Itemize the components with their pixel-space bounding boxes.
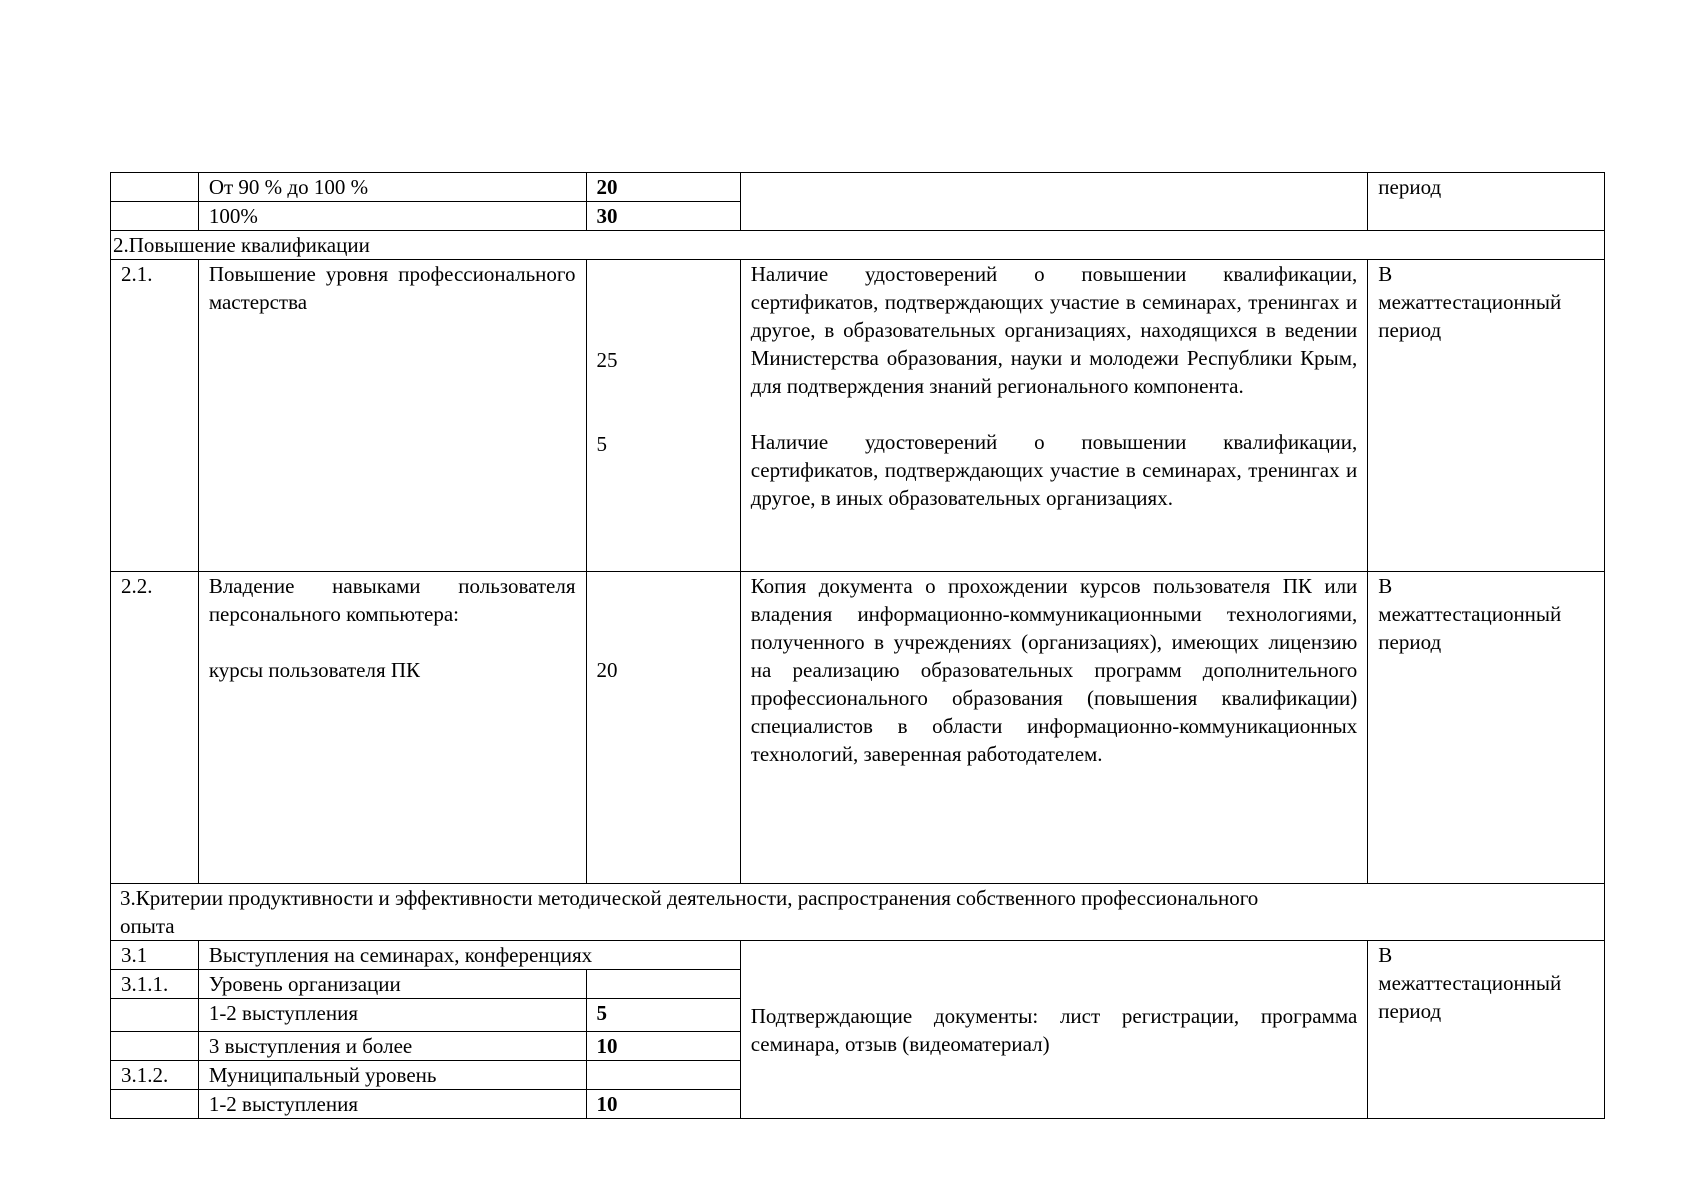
period-cell: период xyxy=(1368,173,1605,231)
number-cell: 3.1.1. xyxy=(111,970,199,999)
criterion-cell xyxy=(198,572,586,884)
section-title: 2.Повышение квалификации xyxy=(111,231,1605,260)
documents-cell xyxy=(740,572,1368,884)
points-cell xyxy=(586,970,740,999)
criterion-cell: 100% xyxy=(198,202,586,231)
points-cell: 5 xyxy=(586,999,740,1032)
section-header-row xyxy=(111,884,1605,941)
points-value-b: 5 xyxy=(596,432,607,456)
criterion-text-b: курсы пользователя ПК xyxy=(208,658,421,682)
documents-cell: Подтверждающие документы: лист регистрации, программа семинара, отзыв (видеоматериал) xyxy=(740,941,1368,1119)
criterion-cell: 1-2 выступления xyxy=(198,999,586,1032)
criterion-cell: Уровень организации xyxy=(198,970,586,999)
number-cell xyxy=(111,999,199,1032)
document-requirement-a: Наличие удостоверений о повышении квалификации, сертификатов, подтверждающих участие в семинарах, тренингах и другое, в образовательных организациях, находящихся в ведении Министерства образования, науки и молодежи Республики Крым, для подтверждения знаний регионального компонента. xyxy=(750,262,1358,398)
points-cell xyxy=(586,260,740,572)
points-cell xyxy=(586,572,740,884)
criterion-cell: Повышение уровня профессионального мастерства xyxy=(198,260,586,572)
period-cell xyxy=(1368,260,1605,572)
table-row xyxy=(111,941,1605,970)
period-line2: межаттестационный период xyxy=(1378,971,1562,1023)
points-cell: 20 xyxy=(586,173,740,202)
criterion-cell: От 90 % до 100 % xyxy=(198,173,586,202)
points-cell: 10 xyxy=(586,1032,740,1061)
points-cell: 10 xyxy=(586,1090,740,1119)
table-row xyxy=(111,260,1605,572)
points-cell: 30 xyxy=(586,202,740,231)
period-line1: В xyxy=(1378,943,1393,967)
document-requirement: Копия документа о прохождении курсов пользователя ПК или владения информационно-коммуникационными технологиями, полученного в учреждениях (организациях), имеющих лицензию на реализацию образовательных программ дополнительного профессионального образования (повышения квалификации) специалистов в области информационно-коммуникационных технологий, заверенная работодателем. xyxy=(750,574,1358,766)
number-cell xyxy=(111,173,199,202)
documents-cell xyxy=(740,260,1368,572)
criterion-cell: Выступления на семинарах, конференциях xyxy=(198,941,740,970)
number-cell: 2.1. xyxy=(111,260,199,572)
documents-cell xyxy=(740,173,1368,231)
number-cell: 2.2. xyxy=(111,572,199,884)
criterion-cell: Муниципальный уровень xyxy=(198,1061,586,1090)
criterion-cell: 3 выступления и более xyxy=(198,1032,586,1061)
period-line1: В xyxy=(1378,262,1393,286)
period-line2: межаттестационный период xyxy=(1378,290,1562,342)
points-value-a: 25 xyxy=(596,348,618,372)
period-line1: В xyxy=(1378,574,1393,598)
criterion-text-a: Владение навыками пользователя персонального компьютера: xyxy=(208,574,576,626)
section-title: 3.Критерии продуктивности и эффективности методической деятельности, распространения собственного профессионального опыта xyxy=(111,884,1605,941)
points-cell xyxy=(586,1061,740,1090)
number-cell xyxy=(111,1090,199,1119)
period-line2: межаттестационный период xyxy=(1378,602,1562,654)
number-cell xyxy=(111,202,199,231)
number-cell xyxy=(111,1032,199,1061)
period-cell xyxy=(1368,941,1605,1119)
table-row xyxy=(111,173,1605,202)
document-requirement-b: Наличие удостоверений о повышении квалификации, сертификатов, подтверждающих участие в семинарах, тренингах и другое, в иных образовательных организациях. xyxy=(750,430,1358,510)
table-row xyxy=(111,572,1605,884)
criterion-cell: 1-2 выступления xyxy=(198,1090,586,1119)
section-header-row xyxy=(111,231,1605,260)
number-cell: 3.1.2. xyxy=(111,1061,199,1090)
period-cell xyxy=(1368,572,1605,884)
criteria-table xyxy=(110,172,1605,1119)
points-value: 20 xyxy=(596,658,618,682)
number-cell: 3.1 xyxy=(111,941,199,970)
